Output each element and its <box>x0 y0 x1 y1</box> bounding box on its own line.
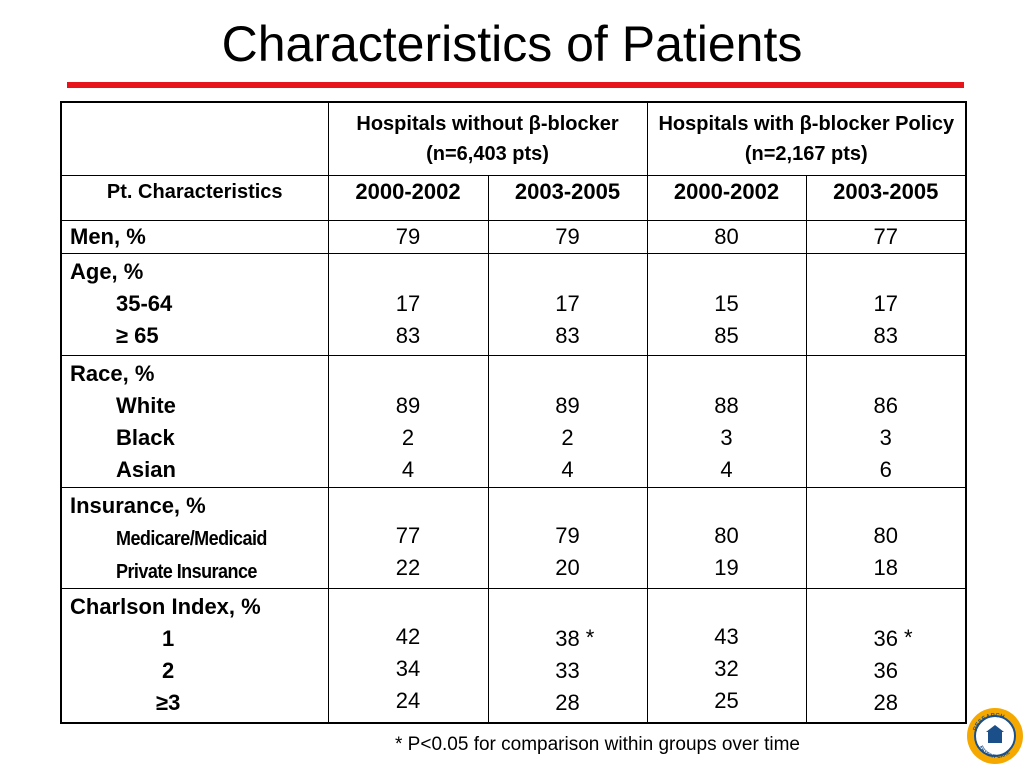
cell-value: 80 <box>714 523 739 548</box>
cell-value: 19 <box>714 555 739 580</box>
cell-values <box>488 488 647 589</box>
group-header-with-policy: Hospitals with β-blocker Policy (n=2,167 pts) <box>647 102 966 176</box>
cell-value: 34 <box>395 656 421 681</box>
cell-value: 3 <box>879 425 892 450</box>
period-header: 2000-2002 <box>328 176 488 221</box>
table-header-periods <box>61 176 966 221</box>
cell-value: 6 <box>879 457 892 482</box>
header-empty-cell <box>61 102 328 176</box>
cell-values <box>806 589 966 723</box>
cell-values <box>647 356 806 488</box>
cell-value: 32 <box>714 656 739 681</box>
footnote: * P<0.05 for comparison within groups over time <box>395 734 801 755</box>
table-row-race <box>61 356 966 488</box>
period-header: 2003-2005 <box>488 176 647 221</box>
insurance-sub-private: Private Insurance <box>116 561 257 583</box>
row-label-race <box>61 356 328 488</box>
cell-value: 79 <box>488 221 647 254</box>
seal-building-shape <box>988 731 1002 743</box>
cell-value: 33 <box>555 658 580 683</box>
cell-value: 25 <box>714 688 739 713</box>
cell-value: 4 <box>401 457 415 482</box>
cell-value-text: 36 <box>873 626 899 651</box>
cell-value: 43 <box>714 624 739 649</box>
cell-value: 28 <box>873 690 899 715</box>
period-header: 2000-2002 <box>647 176 806 221</box>
cell-value: 17 <box>873 291 899 316</box>
page-title: Characteristics of Patients <box>221 16 803 72</box>
cell-values <box>488 589 647 723</box>
charlson-sub-2: 2 <box>162 658 175 683</box>
row-label-men: Men, % <box>61 221 328 254</box>
cell-value: 83 <box>873 323 899 348</box>
hospital-seal-icon <box>966 707 1024 765</box>
group-header-without-policy: Hospitals without β-blocker (n=6,403 pts) <box>328 102 647 176</box>
cell-value: 88 <box>714 393 739 418</box>
cell-values <box>806 356 966 488</box>
cell-values <box>806 488 966 589</box>
row-label-charlson <box>61 589 328 723</box>
row-label-charlson-title: Charlson Index, % <box>70 594 261 619</box>
cell-value: 79 <box>555 523 580 548</box>
row-label-race-title: Race, % <box>70 361 155 386</box>
significance-star: * <box>904 625 913 650</box>
charlson-sub-3-plus: ≥3 <box>156 690 181 715</box>
table-row-age <box>61 254 966 356</box>
cell-value: 24 <box>395 688 421 713</box>
cell-value: 36 <box>873 658 899 683</box>
cell-value: 42 <box>395 624 421 649</box>
seal-text-bottom: PATIENT CARE <box>977 744 1012 761</box>
cell-values <box>488 356 647 488</box>
cell-value <box>873 625 913 651</box>
insurance-sub-medicare: Medicare/Medicaid <box>116 528 267 550</box>
cell-value: 15 <box>714 291 739 316</box>
cell-value: 77 <box>806 221 966 254</box>
cell-value: 4 <box>561 457 574 482</box>
cell-values <box>328 488 488 589</box>
charlson-sub-1: 1 <box>162 626 175 651</box>
cell-value: 18 <box>873 555 899 580</box>
significance-star: * <box>585 625 595 650</box>
cell-value: 83 <box>555 323 580 348</box>
cell-value: 80 <box>873 523 899 548</box>
race-sub-black: Black <box>116 425 175 450</box>
cell-value: 89 <box>395 393 421 418</box>
cell-values <box>806 254 966 356</box>
header-pt-characteristics: Pt. Characteristics <box>61 176 328 221</box>
row-label-insurance <box>61 488 328 589</box>
cell-values <box>328 356 488 488</box>
cell-values <box>488 254 647 356</box>
cell-value: 28 <box>555 690 580 715</box>
cell-values <box>328 589 488 723</box>
cell-value: 79 <box>328 221 488 254</box>
cell-value: 86 <box>873 393 899 418</box>
title-divider <box>67 82 964 88</box>
cell-value: 22 <box>395 555 421 580</box>
cell-value: 3 <box>720 425 733 450</box>
cell-values <box>328 254 488 356</box>
cell-value: 20 <box>555 555 580 580</box>
cell-value: 83 <box>395 323 421 348</box>
seal-text-top: RESEARCH <box>972 712 1005 732</box>
cell-value: 4 <box>720 457 733 482</box>
cell-value: 80 <box>647 221 806 254</box>
cell-value: 85 <box>714 323 739 348</box>
row-label-age-title: Age, % <box>70 259 144 284</box>
cell-value: 17 <box>395 291 421 316</box>
period-header: 2003-2005 <box>806 176 966 221</box>
table-header-groups <box>61 102 966 176</box>
age-sub-65-plus: ≥ 65 <box>116 323 159 348</box>
cell-value: 17 <box>555 291 580 316</box>
race-sub-asian: Asian <box>116 457 176 482</box>
age-sub-35-64: 35-64 <box>116 291 173 316</box>
cell-value: 2 <box>401 425 415 450</box>
cell-values <box>647 589 806 723</box>
cell-values <box>647 254 806 356</box>
cell-value: 2 <box>561 425 574 450</box>
cell-value <box>555 625 595 651</box>
cell-value: 77 <box>395 523 421 548</box>
row-label-age <box>61 254 328 356</box>
table-row-charlson <box>61 589 966 723</box>
cell-values <box>647 488 806 589</box>
race-sub-white: White <box>116 393 176 418</box>
cell-value: 89 <box>555 393 580 418</box>
table-row-men <box>61 221 966 254</box>
characteristics-table <box>60 101 967 724</box>
cell-value-text: 38 <box>555 626 580 651</box>
table-row-insurance <box>61 488 966 589</box>
row-label-insurance-title: Insurance, % <box>70 493 206 518</box>
